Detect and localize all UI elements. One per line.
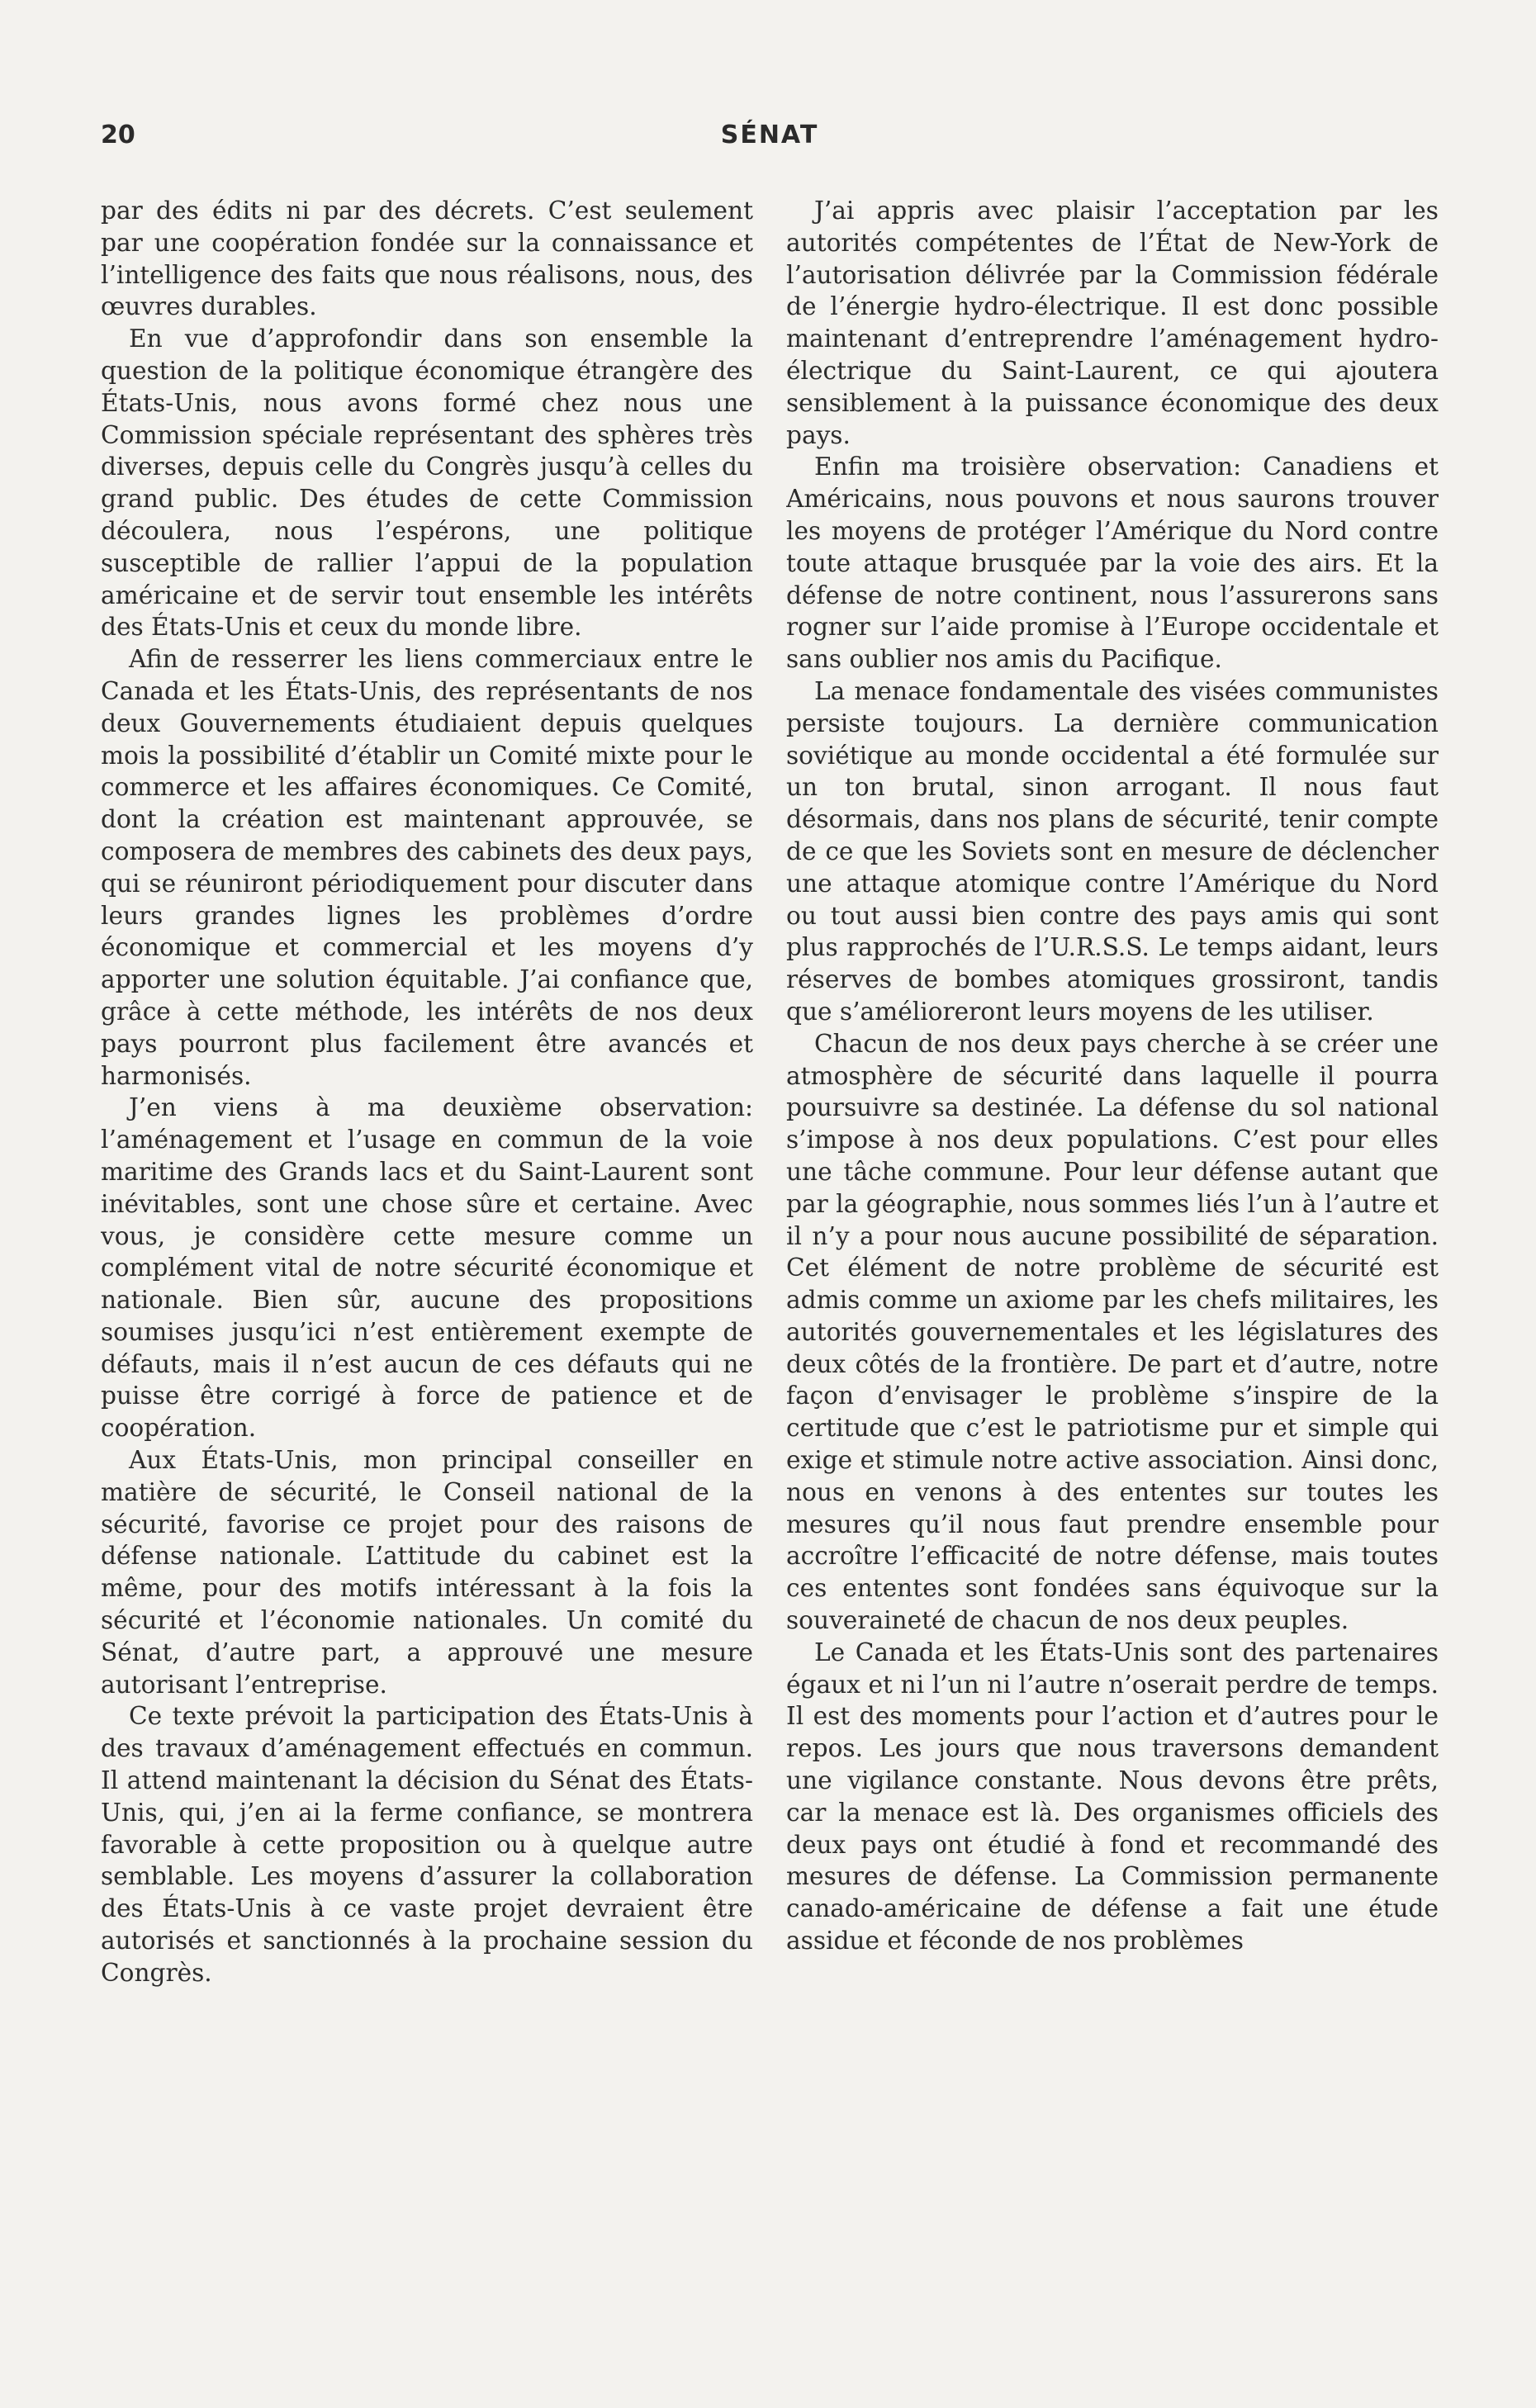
paragraph: La menace fondamentale des visées communistes persiste toujours. La dernière communication soviétique au monde occidental a été formulée sur un ton brutal, sinon arrogant. Il nous faut désormais, dans nos plans de sécurité, tenir compte de ce que les Soviets sont en mesure de déclencher une attaque atomique contre l’Amérique du Nord ou tout aussi bien contre des pays amis qui sont plus rapprochés de l’U.R.S.S. Le temps aidant, leurs réserves de bombes atomiques grossiront, tandis que s’amélioreront leurs moyens de les utiliser. — [786, 676, 1439, 1026]
paragraph: J’ai appris avec plaisir l’acceptation par les autorités compétentes de l’État de New-York de l’autorisation délivrée par la Commission fédérale de l’énergie hydro-électrique. Il est donc possible maintenant d’entreprendre l’aménagement hydro-électrique du Saint-Laurent, ce qui ajoutera sensiblement à la puissance économique des deux pays. — [786, 197, 1439, 449]
right-column — [786, 195, 1439, 2193]
paragraph: Aux États-Unis, mon principal conseiller en matière de sécurité, le Conseil national de la sécurité, favorise ce projet pour des raisons de défense nationale. L’attitude du cabinet est la même, pour des motifs intéressant à la fois la sécurité et l’économie nationales. Un comité du Sénat, d’autre part, a approuvé une mesure autorisant l’entreprise. — [101, 1446, 753, 1699]
page-header — [101, 121, 1439, 162]
paragraph: Afin de resserrer les liens commerciaux entre le Canada et les États-Unis, des représentants de nos deux Gouvernements étudiaient depuis quelques mois la possibilité d’établir un Comité mixte pour le commerce et les affaires économiques. Ce Comité, dont la création est maintenant approuvée, se composera de membres des cabinets des deux pays, qui se réuniront périodiquement pour discuter dans leurs grandes lignes les problèmes d’ordre économique et commercial et les moyens d’y apporter une solution équitable. J’ai confiance que, grâce à cette méthode, les intérêts de nos deux pays pourront plus facilement être avancés et harmonisés. — [101, 645, 753, 1090]
paragraph: Le Canada et les États-Unis sont des partenaires égaux et ni l’un ni l’autre n’oserait perdre de temps. Il est des moments pour l’action et d’autres pour le repos. Les jours que nous traversons demandent une vigilance constante. Nous devons être prêts, car la menace est là. Des organismes officiels des deux pays ont étudié à fond et recommandé des mesures de défense. La Commission permanente canado-américaine de défense a fait une étude assidue et féconde de nos problèmes — [786, 1638, 1439, 1955]
paragraph: Chacun de nos deux pays cherche à se créer une atmosphère de sécurité dans laquelle il pourra poursuivre sa destinée. La défense du sol national s’impose à nos deux populations. C’est pour elles une tâche commune. Pour leur défense autant que par la géographie, nous sommes liés l’un à l’autre et il n’y a pour nous aucune possibilité de séparation. Cet élément de notre problème de sécurité est admis comme un axiome par les chefs militaires, les autorités gouvernementales et les législatures des deux côtés de la frontière. De part et d’autre, notre façon d’envisager le problème s’inspire de la certitude que c’est le patriotisme pur et simple qui exige et stimule notre active association. Ainsi donc, nous en venons à des ententes sur toutes les mesures qu’il nous faut prendre ensemble pour accroître l’efficacité de notre défense, mais toutes ces ententes sont fondées sans équivoque sur la souveraineté de chacun de nos deux peuples. — [786, 1029, 1439, 1635]
paragraph: Enfin ma troisière observation: Canadiens et Américains, nous pouvons et nous saurons trouver les moyens de protéger l’Amérique du Nord contre toute attaque brusquée par la voie des airs. Et la défense de notre continent, nous l’assurerons sans rogner sur l’aide promise à l’Europe occidentale et sans oublier nos amis du Pacifique. — [786, 453, 1439, 674]
running-title: SÉNAT — [720, 121, 819, 149]
page-number: 20 — [101, 121, 135, 149]
paragraph: Ce texte prévoit la participation des États-Unis à des travaux d’aménagement effectués en commun. Il attend maintenant la décision du Sénat des États-Unis, qui, j’en ai la ferme confiance, se montrera favorable à cette proposition ou à quelque autre semblable. Les moyens d’assurer la collaboration des États-Unis à ce vaste projet devraient être autorisés et sanctionnés à la prochaine session du Congrès. — [101, 1702, 753, 1987]
paragraph: J’en viens à ma deuxième observation: l’aménagement et l’usage en commun de la voie maritime des Grands lacs et du Saint-Laurent sont inévitables, sont une chose sûre et certaine. Avec vous, je considère cette mesure comme un complément vital de notre sécurité économique et nationale. Bien sûr, aucune des propositions soumises jusqu’ici n’est entièrement exempte de défauts, mais il n’est aucun de ces défauts qui ne puisse être corrigé à force de patience et de coopération. — [101, 1093, 753, 1443]
paragraph: En vue d’approfondir dans son ensemble la question de la politique économique étrangère des États-Unis, nous avons formé chez nous une Commission spéciale représentant des sphères très diverses, depuis celle du Congrès jusqu’à celles du grand public. Des études de cette Commission découlera, nous l’espérons, une politique susceptible de rallier l’appui de la population américaine et de servir tout ensemble les intérêts des États-Unis et ceux du monde libre. — [101, 325, 753, 642]
paragraph: par des édits ni par des décrets. C’est seulement par une coopération fondée sur la connaissance et l’intelligence des faits que nous réalisons, nous, des œuvres durables. — [101, 197, 753, 321]
left-column — [101, 195, 753, 2193]
